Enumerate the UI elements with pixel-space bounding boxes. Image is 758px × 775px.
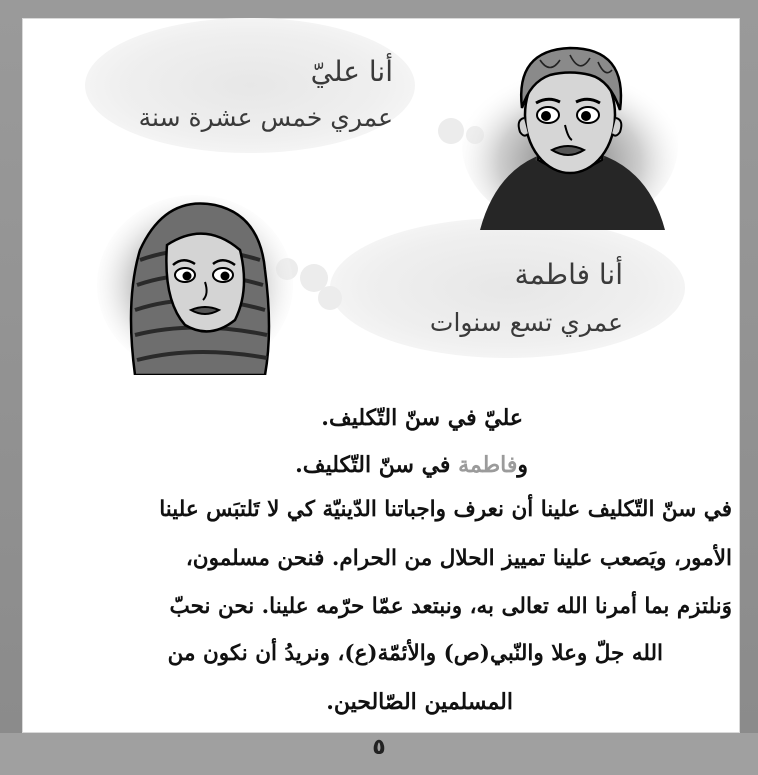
- paragraph-line-6: الله جلّ وعلا والنّبي(ص) والأئمّة(ع)، ونريدُ أن نكون من: [167, 641, 663, 666]
- girl-hijab-portrait-icon: [95, 190, 295, 375]
- ali-age-line: عمري خمس عشرة سنة: [138, 103, 393, 132]
- highlighted-name-fatima: فاطمة: [458, 452, 518, 478]
- paragraph-line-2: [295, 452, 528, 478]
- thought-dot: [318, 286, 342, 310]
- paragraph-line-1: عليّ في سنّ التّكليف.: [321, 405, 523, 431]
- paragraph-line-5: وَنلتزم بما أمرنا الله تعالى به، ونبتعد عمّا حرّمه علينا. نحن نحبّ: [169, 594, 732, 619]
- fatima-name-line: أنا فاطمة: [514, 258, 623, 291]
- boy-portrait-icon: [460, 30, 680, 230]
- page-number: ٥: [372, 735, 386, 760]
- fatima-age-line: عمري تسع سنوات: [429, 308, 623, 337]
- paragraph-line-2-rest: في سنّ التّكليف.: [295, 452, 459, 478]
- paragraph-line-2-prefix: و: [517, 452, 528, 478]
- paragraph-line-3: في سنّ التّكليف علينا أن نعرف واجباتنا الدّينيّة كي لا تَلتبَس علينا: [159, 497, 732, 522]
- ali-name-line: أنا عليّ: [310, 55, 393, 88]
- thought-bubble-fatima: [330, 218, 685, 358]
- paragraph-line-4: الأمور، ويَصعب علينا تمييز الحلال من الحرام. فنحن مسلمون،: [185, 546, 732, 571]
- paragraph-line-7: المسلمين الصّالحين.: [326, 689, 513, 715]
